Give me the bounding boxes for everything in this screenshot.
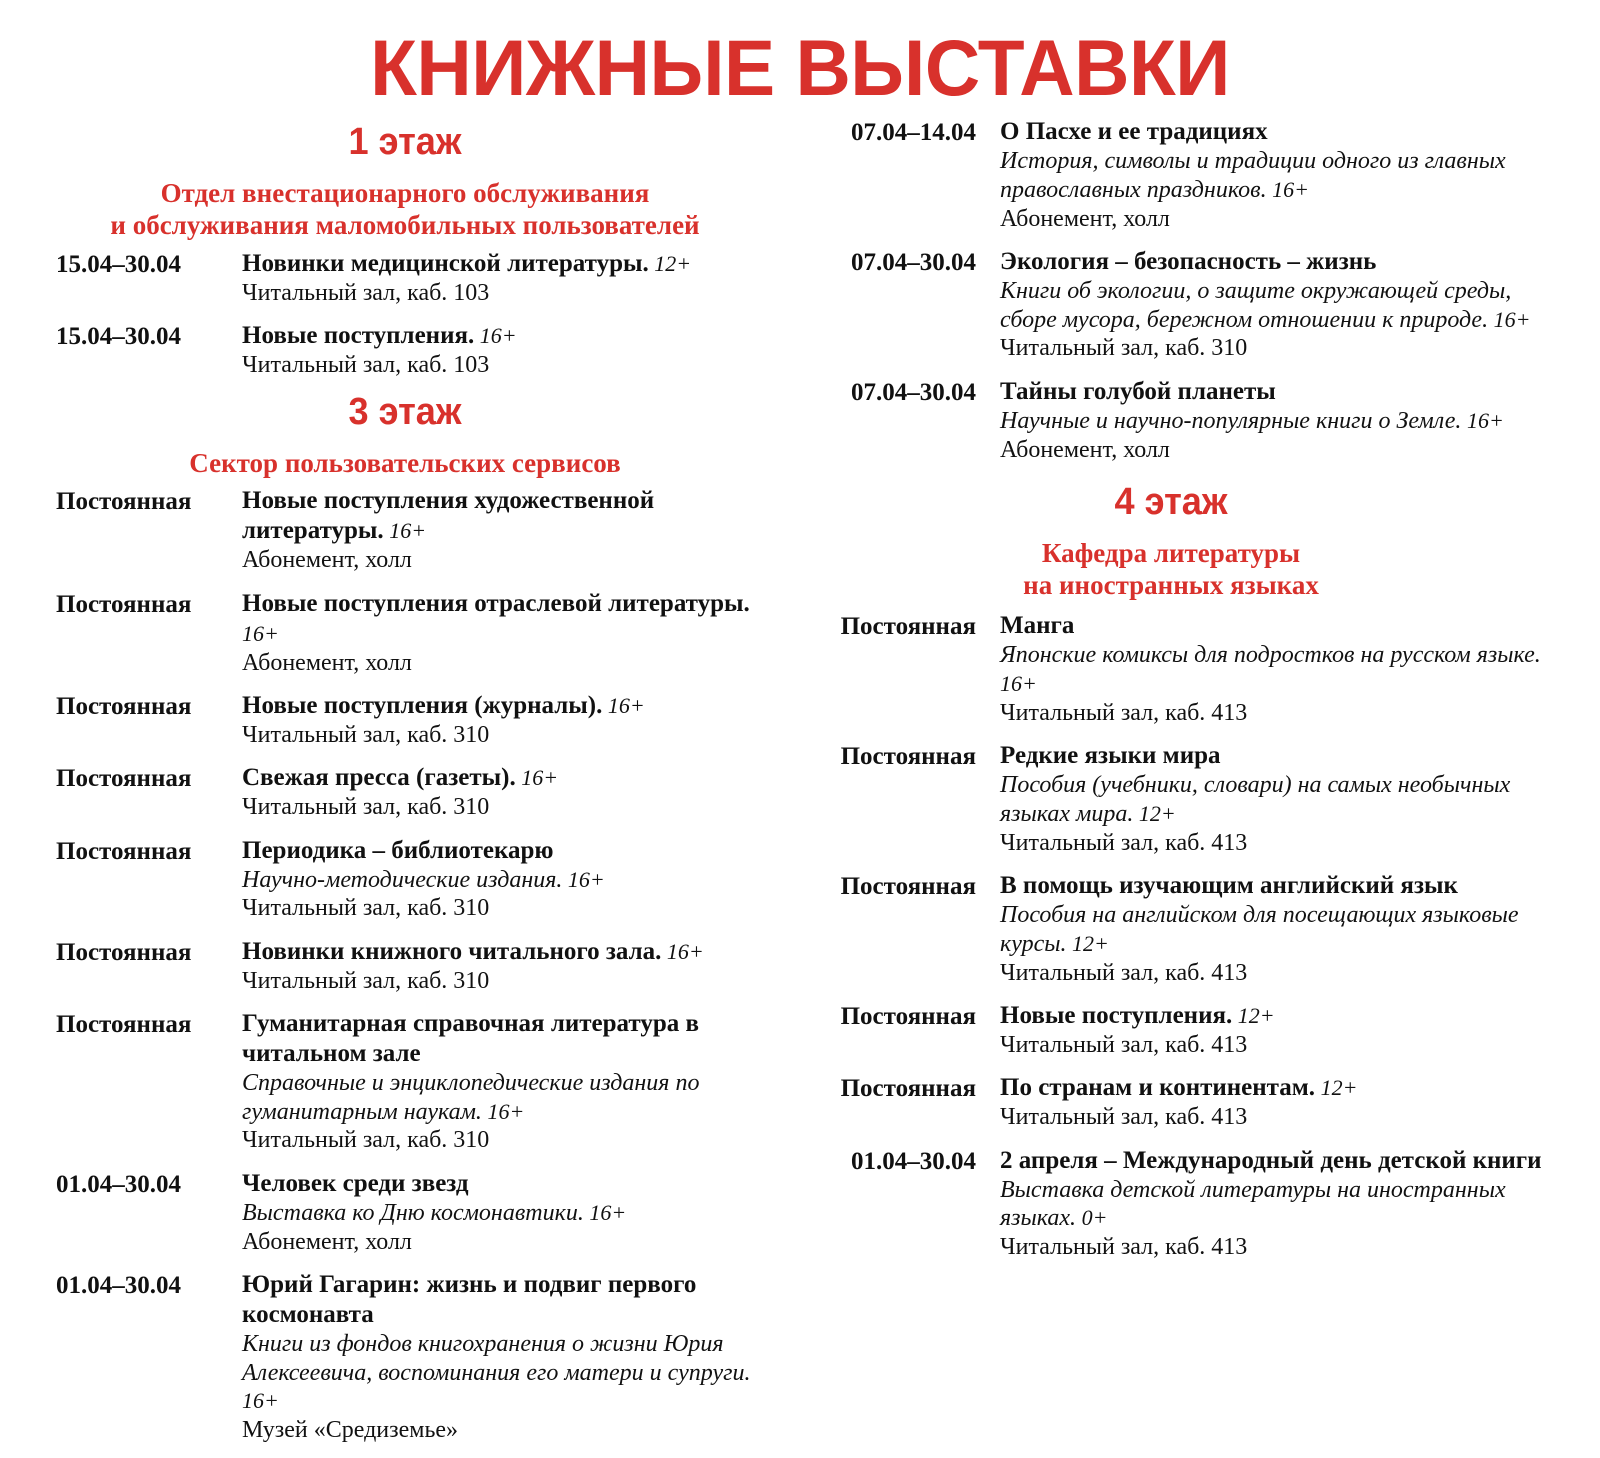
floor-1-entry-list: [56, 249, 754, 381]
entry-location: Читальный зал, каб. 310: [1000, 335, 1248, 362]
entry-title-text: Тайны голубой планеты: [1000, 377, 1276, 405]
entry-title: [1000, 247, 1560, 277]
entry-title: [1000, 1146, 1560, 1176]
entry-title: [1000, 377, 1560, 407]
entry-age-rating: 12+: [1232, 1003, 1275, 1029]
exhibition-entry: [56, 763, 754, 822]
exhibition-entry: [56, 1169, 754, 1257]
entry-location: Абонемент, холл: [242, 547, 412, 574]
exhibition-entry: [56, 1009, 754, 1156]
entry-title-text: Свежая пресса (газеты).: [242, 764, 516, 792]
entry-location: Читальный зал, каб. 413: [1000, 700, 1248, 727]
department-heading-foreign-literature: [782, 537, 1560, 602]
right-top-entry-list: [782, 117, 1560, 465]
entry-title: [242, 1270, 754, 1330]
entry-title-text: 2 апреля – Международный день детской книги: [1000, 1146, 1542, 1174]
entry-title-text: Редкие языки мира: [1000, 742, 1221, 770]
entry-title: [1000, 871, 1560, 901]
entry-date: 01.04–30.04: [56, 1170, 181, 1198]
exhibition-entry: [782, 247, 1560, 364]
entry-description: [1000, 147, 1560, 205]
entry-age-rating: 16+: [562, 866, 605, 892]
entry-body: [976, 871, 1560, 988]
entry-date: 01.04–30.04: [851, 1147, 976, 1175]
entry-age-rating: 16+: [242, 620, 279, 646]
entry-location: Читальный зал, каб. 103: [242, 279, 490, 306]
entry-description-text: Пособия на английском для посещающих языковые курсы.: [1000, 902, 1519, 957]
entry-date: Постоянная: [56, 488, 192, 516]
right-column: [770, 117, 1600, 1275]
entry-date: Постоянная: [840, 873, 976, 901]
entry-body: [976, 1146, 1560, 1263]
entry-location: Абонемент, холл: [1000, 436, 1170, 463]
department-heading-user-services: [56, 447, 754, 479]
entry-description-text: История, символы и традиции одного из главных православных праздников.: [1000, 148, 1506, 203]
entry-age-rating: 16+: [242, 1388, 279, 1414]
entry-title-text: Новые поступления.: [242, 321, 475, 349]
entry-body: [976, 247, 1560, 364]
entry-title-text: Экология – безопасность – жизнь: [1000, 247, 1377, 275]
entry-date: Постоянная: [56, 1010, 192, 1038]
entry-body: [976, 377, 1560, 465]
exhibition-entry: [782, 611, 1560, 728]
entry-title-text: Периодика – библиотекарю: [242, 836, 554, 864]
floor-heading-1: 1 этаж: [348, 121, 462, 163]
entry-date: 01.04–30.04: [56, 1271, 181, 1299]
department-heading-outreach: [56, 177, 754, 242]
floor-heading-3: 3 этаж: [348, 391, 462, 434]
exhibition-entry: [782, 1146, 1560, 1263]
page-title: КНИЖНЫЕ ВЫСТАВКИ: [370, 23, 1230, 112]
entry-title: [1000, 611, 1560, 641]
entry-title: [242, 691, 754, 721]
entry-title: [242, 763, 754, 793]
exhibition-entry: [56, 249, 754, 308]
entry-body: [242, 937, 754, 996]
entry-body: [242, 763, 754, 822]
exhibition-entry: [782, 871, 1560, 988]
entry-age-rating: 16+: [1000, 671, 1037, 697]
entry-title: [242, 1169, 754, 1199]
entry-location: Читальный зал, каб. 310: [242, 967, 490, 994]
department-heading-line-2: на иностранных языках: [1023, 570, 1319, 601]
entry-title: [1000, 741, 1560, 771]
entry-date: Постоянная: [56, 590, 192, 618]
entry-date: Постоянная: [840, 743, 976, 771]
entry-title-text: Новые поступления.: [1000, 1002, 1233, 1030]
floor-heading-4: 4 этаж: [1114, 480, 1228, 523]
entry-description: [1000, 277, 1560, 335]
exhibition-entry: [56, 691, 754, 750]
exhibition-entry: [782, 117, 1560, 234]
entry-body: [242, 589, 754, 678]
exhibition-entry: [782, 1073, 1560, 1132]
entry-title: [242, 937, 754, 967]
entry-age-rating: 16+: [1461, 407, 1504, 433]
entry-title: [1000, 1073, 1560, 1103]
entry-date: Постоянная: [56, 938, 192, 966]
entry-title-text: По странам и континентам.: [1000, 1074, 1316, 1102]
floor-3-entry-list: [56, 486, 754, 1445]
entry-location: Абонемент, холл: [1000, 205, 1170, 232]
entry-description-text: Книги об экологии, о защите окружающей среды, сборе мусора, бережном отношении к природе.: [1000, 277, 1512, 333]
exhibition-entry: [56, 1270, 754, 1446]
exhibition-entry: [56, 321, 754, 380]
entry-body: [976, 1001, 1560, 1060]
entry-title: [1000, 1001, 1560, 1031]
entry-title-text: О Пасхе и ее традициях: [1000, 118, 1268, 145]
entry-description: [1000, 1176, 1560, 1234]
entry-title: [1000, 117, 1560, 147]
floor-4-entry-list: [782, 611, 1560, 1262]
entry-title: [242, 486, 754, 546]
entry-title: [242, 589, 754, 649]
entry-title-text: Новые поступления (журналы).: [242, 692, 603, 720]
entry-body: [242, 1009, 754, 1156]
entry-location: Абонемент, холл: [242, 1228, 412, 1255]
entry-date: Постоянная: [840, 613, 976, 641]
entry-location: Музей «Средиземье»: [242, 1417, 459, 1444]
entry-title-text: В помощь изучающим английский язык: [1000, 872, 1458, 900]
department-heading-line-2: и обслуживания маломобильных пользователей: [110, 210, 700, 241]
entry-body: [976, 611, 1560, 728]
entry-title-text: Новые поступления отраслевой литературы.: [242, 589, 750, 617]
entry-body: [242, 691, 754, 750]
entry-age-rating: 16+: [661, 938, 704, 964]
entry-body: [976, 117, 1560, 234]
entry-description: [1000, 901, 1560, 959]
entry-description: [242, 1199, 754, 1228]
entry-age-rating: 12+: [1133, 801, 1176, 827]
entry-age-rating: 12+: [1066, 930, 1109, 956]
entry-title: [242, 321, 754, 351]
entry-age-rating: 0+: [1076, 1205, 1108, 1231]
exhibition-entry: [56, 486, 754, 575]
entry-title-text: Человек среди звезд: [242, 1169, 469, 1197]
entry-description-text: Выставка ко Дню космонавтики.: [242, 1199, 584, 1226]
entry-age-rating: 16+: [474, 322, 517, 348]
entry-location: Читальный зал, каб. 413: [1000, 959, 1248, 986]
entry-location: Абонемент, холл: [242, 649, 412, 676]
entry-age-rating: 16+: [515, 765, 559, 791]
exhibition-entry: [56, 589, 754, 678]
entry-location: Читальный зал, каб. 310: [242, 722, 490, 749]
entry-age-rating: 16+: [481, 1098, 525, 1124]
entry-title: [242, 249, 754, 279]
entry-body: [242, 486, 754, 575]
entry-age-rating: 16+: [583, 1199, 627, 1225]
entry-date: 15.04–30.04: [56, 250, 181, 278]
entry-description: [1000, 407, 1560, 436]
entry-age-rating: 16+: [602, 693, 645, 719]
entry-description: [242, 1069, 754, 1127]
entry-description: [242, 866, 754, 895]
entry-title-text: Новинки медицинской литературы.: [242, 249, 649, 277]
entry-age-rating: 16+: [383, 518, 427, 544]
entry-description-text: Книги из фондов книгохранения о жизни Юрия Алексеевича, воспоминания его матери и супруги.: [242, 1330, 751, 1386]
entry-body: [242, 1270, 754, 1446]
entry-location: Читальный зал, каб. 310: [242, 794, 490, 821]
entry-body: [976, 741, 1560, 858]
entry-date: 07.04–30.04: [851, 248, 976, 276]
entry-location: Читальный зал, каб. 413: [1000, 829, 1248, 856]
exhibition-entry: [56, 836, 754, 924]
entry-description-text: Научные и научно-популярные книги о Земле.: [1000, 407, 1462, 434]
entry-age-rating: 12+: [648, 250, 692, 276]
exhibition-entry: [56, 937, 754, 996]
department-heading-line-1: Отдел внестационарного обслуживания: [160, 177, 650, 208]
entry-description: [1000, 641, 1560, 699]
entry-description-text: Научно-методические издания.: [242, 866, 563, 893]
entry-body: [242, 249, 754, 308]
entry-body: [242, 321, 754, 380]
left-column: [0, 117, 770, 1458]
department-heading-line-1: Кафедра литературы: [1041, 537, 1301, 568]
entry-title: [242, 1009, 754, 1069]
entry-age-rating: 16+: [1266, 176, 1309, 202]
exhibition-entry: [782, 741, 1560, 858]
entry-date: Постоянная: [56, 765, 192, 793]
entry-title-text: Юрий Гагарин: жизнь и подвиг первого космонавта: [242, 1270, 697, 1328]
entry-date: Постоянная: [56, 837, 192, 865]
content-columns: [0, 117, 1600, 1458]
entry-description-text: Справочные и энциклопедические издания по гуманитарным наукам.: [242, 1069, 700, 1125]
entry-location: Читальный зал, каб. 413: [1000, 1234, 1248, 1261]
entry-location: Читальный зал, каб. 413: [1000, 1032, 1248, 1059]
entry-age-rating: 16+: [1488, 306, 1531, 332]
entry-title-text: Новинки книжного читального зала.: [242, 937, 662, 965]
entry-body: [242, 836, 754, 924]
entry-age-rating: 12+: [1315, 1075, 1358, 1101]
entry-date: Постоянная: [840, 1075, 976, 1103]
entry-description-text: Японские комиксы для подростков на русском языке.: [1000, 642, 1541, 669]
entry-location: Читальный зал, каб. 310: [242, 1127, 490, 1154]
entry-title: [242, 836, 754, 866]
entry-date: Постоянная: [56, 693, 192, 721]
entry-location: Читальный зал, каб. 103: [242, 351, 490, 378]
entry-body: [976, 1073, 1560, 1132]
entry-description: [1000, 771, 1560, 829]
entry-description: [242, 1330, 754, 1416]
entry-location: Читальный зал, каб. 310: [242, 895, 490, 922]
entry-date: Постоянная: [840, 1003, 976, 1031]
entry-title-text: Гуманитарная справочная литература в читальном зале: [242, 1009, 699, 1067]
entry-date: 07.04–14.04: [851, 119, 976, 146]
entry-date: 15.04–30.04: [56, 322, 181, 350]
exhibition-entry: [782, 1001, 1560, 1060]
entry-location: Читальный зал, каб. 413: [1000, 1104, 1248, 1131]
entry-title-text: Манга: [1000, 612, 1075, 640]
entry-description-text: Выставка детской литературы на иностранных языках.: [1000, 1176, 1506, 1232]
entry-body: [242, 1169, 754, 1257]
entry-date: 07.04–30.04: [851, 378, 976, 406]
exhibition-entry: [782, 377, 1560, 465]
entry-title-text: Новые поступления художественной литературы.: [242, 487, 655, 545]
department-heading-line-1: Сектор пользовательских сервисов: [189, 448, 621, 479]
entry-description-text: Пособия (учебники, словари) на самых необычных языках мира.: [1000, 772, 1511, 828]
